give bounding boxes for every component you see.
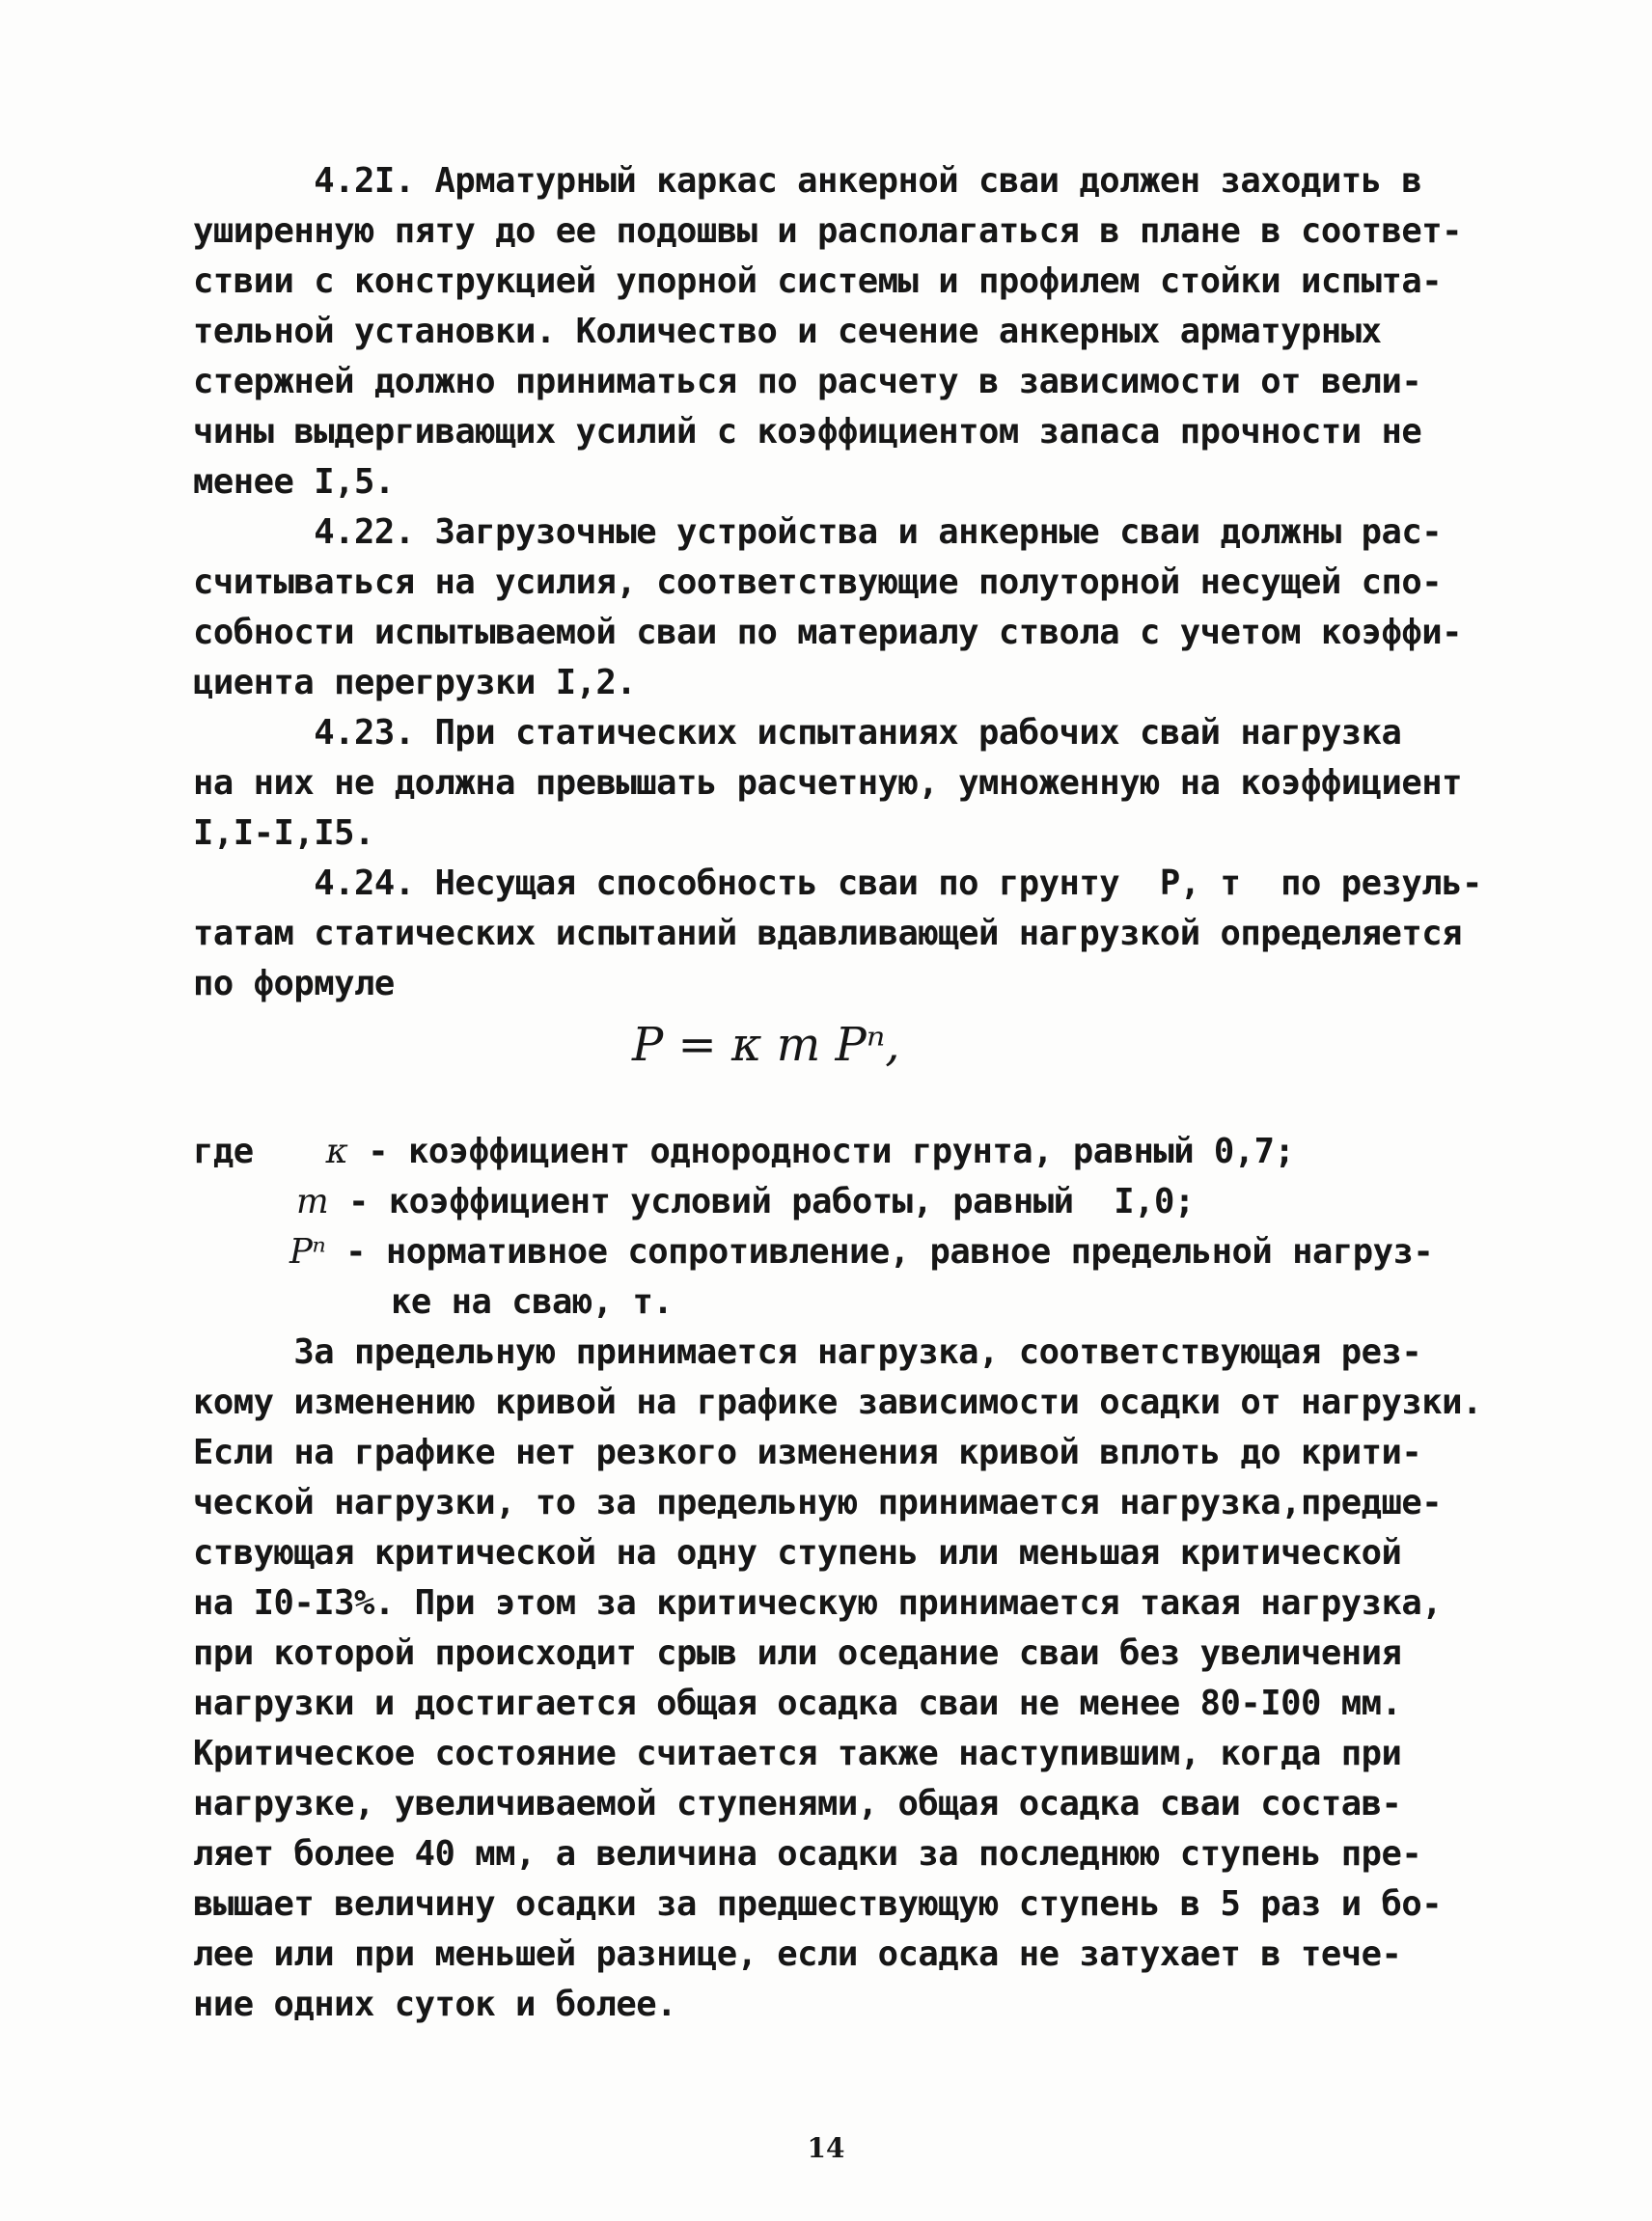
text-line: по формуле bbox=[193, 964, 395, 1003]
text-line: стержней должно приниматься по расчету в зависимости от вели- bbox=[193, 362, 1422, 401]
text-line: собности испытываемой сваи по материалу ствола с учетом коэффи- bbox=[193, 613, 1462, 652]
text-line: уширенную пяту до ее подошвы и располагаться в плане в соответ- bbox=[193, 211, 1462, 251]
text-line: I,I-I,I5. bbox=[193, 813, 374, 853]
text-line: чины выдергивающих усилий с коэффициентом запаса прочности не bbox=[193, 412, 1422, 452]
text-line: лее или при меньшей разнице, если осадка не затухает в тече- bbox=[193, 1934, 1402, 1974]
definition-p-cont: ке на сваю, т. bbox=[391, 1282, 674, 1322]
m-definition: - коэффициент условий работы, равный I,0; bbox=[328, 1182, 1195, 1221]
text-line: тельной установки. Количество и сечение анкерных арматурных bbox=[193, 312, 1382, 351]
text-line: вышает величину осадки за предшествующую ступень в 5 раз и бо- bbox=[193, 1884, 1443, 1924]
text-line: ляет более 40 мм, а величина осадки за последнюю ступень пре- bbox=[193, 1834, 1422, 1874]
p-symbol: Pⁿ bbox=[289, 1232, 326, 1272]
text-line: ние одних суток и более. bbox=[193, 1985, 676, 2024]
definition-p bbox=[289, 1227, 1447, 1277]
text-line: За предельную принимается нагрузка, соответствующая рез- bbox=[193, 1332, 1422, 1372]
formula: P = κ m Pⁿ, bbox=[632, 1018, 900, 1072]
text-line: на I0-I3%. При этом за критическую принимается такая нагрузка, bbox=[193, 1583, 1443, 1623]
definition-m bbox=[296, 1177, 1454, 1227]
text-line: нагрузке, увеличиваемой ступенями, общая осадка сваи состав- bbox=[193, 1784, 1402, 1823]
text-line: ствии с конструкцией упорной системы и профилем стойки испыта- bbox=[193, 261, 1443, 301]
text-line: при которой происходит срыв или оседание сваи без увеличения bbox=[193, 1633, 1402, 1673]
text-line: Критическое состояние считается также наступившим, когда при bbox=[193, 1734, 1402, 1773]
text-line: ческой нагрузки, то за предельную принимается нагрузка,предше- bbox=[193, 1483, 1443, 1522]
text-line: кому изменению кривой на графике зависимости осадки от нагрузки. bbox=[193, 1383, 1482, 1422]
text-line: 4.24. Несущая способность сваи по грунту Р, т по резуль- bbox=[193, 864, 1482, 903]
k-definition: - коэффициент однородности грунта, равный 0,7; bbox=[347, 1132, 1295, 1171]
p-definition: - нормативное сопротивление, равное предельной нагруз- bbox=[325, 1232, 1434, 1272]
text-line: татам статических испытаний вдавливающей нагрузкой определяется bbox=[193, 914, 1462, 953]
definition-k bbox=[193, 1127, 1457, 1177]
where-label: где bbox=[193, 1132, 254, 1171]
text-line: менее I,5. bbox=[193, 462, 395, 502]
text-line: на них не должна превышать расчетную, умноженную на коэффициент bbox=[193, 763, 1462, 803]
text-line: ствующая критической на одну ступень или меньшая критической bbox=[193, 1533, 1402, 1573]
k-symbol: κ bbox=[325, 1132, 348, 1171]
text-line: Если на графике нет резкого изменения кривой вплоть до крити- bbox=[193, 1433, 1422, 1472]
m-symbol: m bbox=[296, 1182, 329, 1221]
text-line: 4.22. Загрузочные устройства и анкерные сваи должны рас- bbox=[193, 512, 1443, 552]
page-number: 14 bbox=[807, 2132, 845, 2164]
text-line: нагрузки и достигается общая осадка сваи не менее 80-I00 мм. bbox=[193, 1684, 1402, 1723]
text-line: 4.23. При статических испытаниях рабочих свай нагрузка bbox=[193, 713, 1402, 753]
text-line: считываться на усилия, соответствующие полуторной несущей спо- bbox=[193, 562, 1443, 602]
text-line: циента перегрузки I,2. bbox=[193, 663, 637, 702]
text-line: 4.2I. Арматурный каркас анкерной сваи должен заходить в bbox=[193, 161, 1422, 201]
